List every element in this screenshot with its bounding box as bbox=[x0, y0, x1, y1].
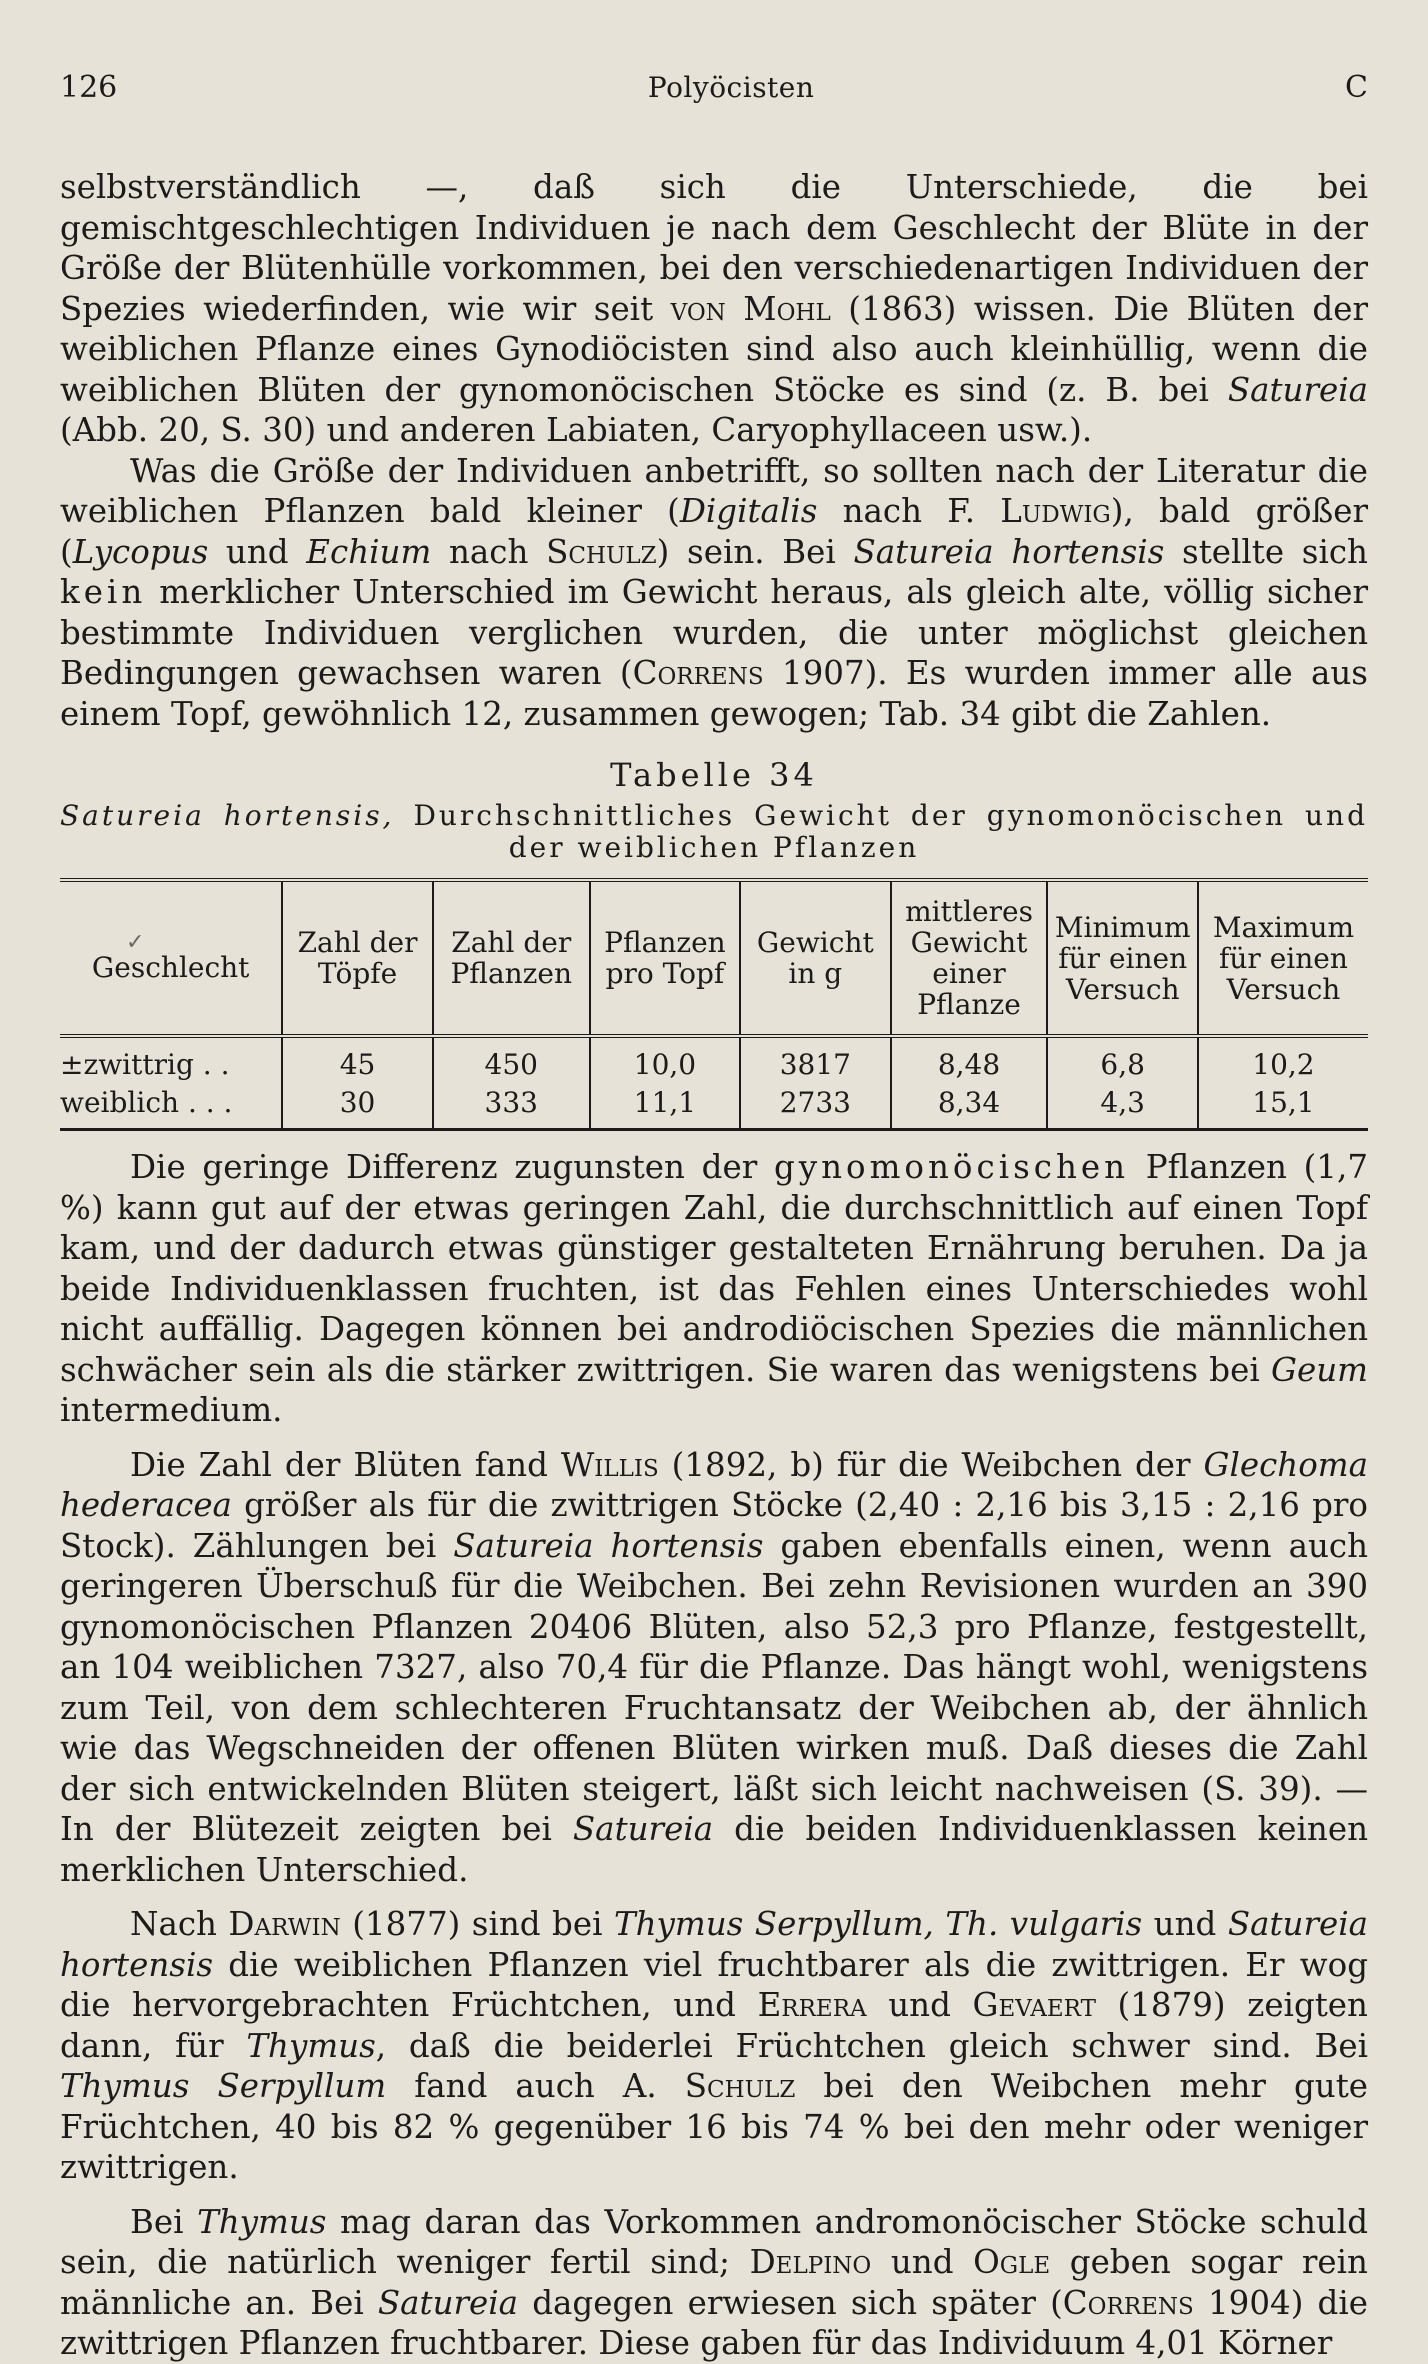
table-cell: 333 bbox=[433, 1084, 590, 1130]
running-title: Polyöcisten bbox=[647, 71, 815, 104]
table-header-row bbox=[60, 880, 1368, 1036]
author-mohl: Mohl bbox=[743, 289, 831, 328]
data-table bbox=[60, 878, 1368, 1131]
section-letter: C bbox=[1345, 70, 1368, 105]
table-cell: 3817 bbox=[740, 1036, 890, 1084]
paragraph-5: Nach Darwin (1877) sind bei Thymus Serpyllum, Th. vulgaris und Satureia hortensis die weiblichen Pflanzen viel fruchtbarer als die zwittrigen. Er wog die hervorgebrachten Früchtchen, und Errera und Gevaert (1879) zeigten dann, für Thymus, daß die beiderlei Früchtchen gleich schwer sind. Bei Thymus Serpyllum fand auch A. Schulz bei den Weibchen mehr gute Früchtchen, 40 bis 82 % gegenüber 16 bis 74 % bei den mehr oder weniger zwittrigen. bbox=[60, 1905, 1369, 2186]
table-cell: ±zwittrig . . bbox=[60, 1048, 230, 1081]
column-header-mittleres: mittleres Gewicht einer Pflanze bbox=[891, 880, 1048, 1036]
table-cell: 2733 bbox=[740, 1084, 890, 1130]
table-title: Tabelle 34 bbox=[610, 756, 818, 794]
column-header-pro-topf: Pflanzen pro Topf bbox=[590, 880, 740, 1036]
column-header-geschlecht: ✓ Geschlecht bbox=[60, 880, 282, 1036]
paragraph-1: selbstverständlich —, daß sich die Unterschiede, die bei gemischtgeschlechtigen Individuen je nach dem Geschlecht der Blüte in der Größe der Blütenhülle vorkommen, bei den verschiedenartigen Individuen der Spezies wiederfinden, wie wir seit von Mohl (1863) wissen. Die Blüten der weiblichen Pflanze eines Gynodiöcisten sind also auch kleinhüllig, wenn die weiblichen Blüten der gynomonöcischen Stöcke es sind (z. B. bei Satureia (Abb. 20, S. 30) und anderen Labiaten, Caryophyllaceen usw.). bbox=[60, 168, 1368, 449]
table-cell: 11,1 bbox=[590, 1084, 740, 1130]
table-cell: 45 bbox=[282, 1036, 432, 1084]
table-cell: 8,48 bbox=[891, 1036, 1048, 1084]
table-cell: 10,0 bbox=[590, 1036, 740, 1084]
table-cell: 10,2 bbox=[1198, 1036, 1368, 1084]
table-cell: 30 bbox=[282, 1084, 432, 1130]
column-header-gewicht: Gewicht in g bbox=[740, 880, 890, 1036]
column-header-pflanzen: Zahl der Pflanzen bbox=[433, 880, 590, 1036]
table-row bbox=[60, 1036, 1368, 1084]
table-cell: 6,8 bbox=[1047, 1036, 1197, 1084]
table-cell: 4,3 bbox=[1047, 1084, 1197, 1130]
page-number: 126 bbox=[60, 70, 118, 105]
pencil-checkmark: ✓ bbox=[126, 929, 145, 955]
table-row bbox=[60, 1084, 1368, 1130]
table-caption: Satureia hortensis, Durchschnittliches Gewicht der gynomonöcischen und der weiblichen Pflanzen bbox=[60, 799, 1368, 864]
paragraph-2: Was die Größe der Individuen anbetrifft, so sollten nach der Literatur die weiblichen Pflanzen bald kleiner (Digitalis nach F. Ludwig), bald größer (Lycopus und Echium nach Schulz) sein. Bei Satureia hortensis stellte sich kein merklicher Unterschied im Gewicht heraus, als gleich alte, völlig sicher bestimmte Individuen verglichen wurden, die unter möglichst gleichen Bedingungen gewachsen waren (Correns 1907). Es wurden immer alle aus einem Topf, gewöhnlich 12, zusammen gewogen; Tab. 34 gibt die Zahlen. bbox=[60, 451, 1368, 733]
table-cell: 15,1 bbox=[1198, 1084, 1368, 1130]
paragraph-6: Bei Thymus mag daran das Vorkommen andromonöcischer Stöcke schuld sein, die natürlich weniger fertil sind; Delpino und Ogle geben sogar rein männliche an. Bei Satureia dagegen erwiesen sich später (Correns 1904) die zwittrigen Pflanzen fruchtbarer. Diese gaben für das Individuum 4,01 Körner bbox=[60, 2202, 1369, 2362]
paragraph-3: Die geringe Differenz zugunsten der gynomonöcischen Pflanzen (1,7 %) kann gut auf der etwas geringen Zahl, die durchschnittlich auf einen Topf kam, und der dadurch etwas günstiger gestalteten Ernährung beruhen. Da ja beide Individuenklassen fruchten, ist das Fehlen eines Unterschiedes wohl nicht auffällig. Dagegen können bei androdiöcischen Spezies die männlichen schwächer sein als die stärker zwittrigen. Sie waren das wenigstens bei Geum intermedium. bbox=[60, 1148, 1368, 1429]
column-header-minimum: Minimum für einen Versuch bbox=[1047, 880, 1197, 1036]
table-cell: 8,34 bbox=[891, 1084, 1048, 1130]
data-table-container bbox=[60, 878, 1368, 1131]
page-header bbox=[60, 70, 1368, 105]
table-cell: weiblich . . . bbox=[60, 1086, 233, 1119]
column-header-maximum: Maximum für einen Versuch bbox=[1198, 880, 1368, 1036]
column-header-toepfe: Zahl der Töpfe bbox=[282, 880, 432, 1036]
table-cell: 450 bbox=[433, 1036, 590, 1084]
paragraph-4: Die Zahl der Blüten fand Willis (1892, b) für die Weibchen der Glechoma hederacea größer als für die zwittrigen Stöcke (2,40 : 2,16 bis 3,15 : 2,16 pro Stock). Zählungen bei Satureia hortensis gaben ebenfalls einen, wenn auch geringeren Überschuß für die Weibchen. Bei zehn Revisionen wurden an 390 gynomonöcischen Pflanzen 20406 Blüten, also 52,3 pro Pflanze, festgestellt, an 104 weiblichen 7327, also 70,4 für die Pflanze. Das hängt wohl, wenigstens zum Teil, von dem schlechteren Fruchtansatz der Weibchen ab, der ähnlich wie das Wegschneiden der offenen Blüten wirken muß. Daß dieses die Zahl der sich entwickelnden Blüten steigert, läßt sich leicht nachweisen (S. 39). — In der Blütezeit zeigten bei Satureia die beiden Individuenklassen keinen merklichen Unterschied. bbox=[60, 1445, 1369, 1889]
